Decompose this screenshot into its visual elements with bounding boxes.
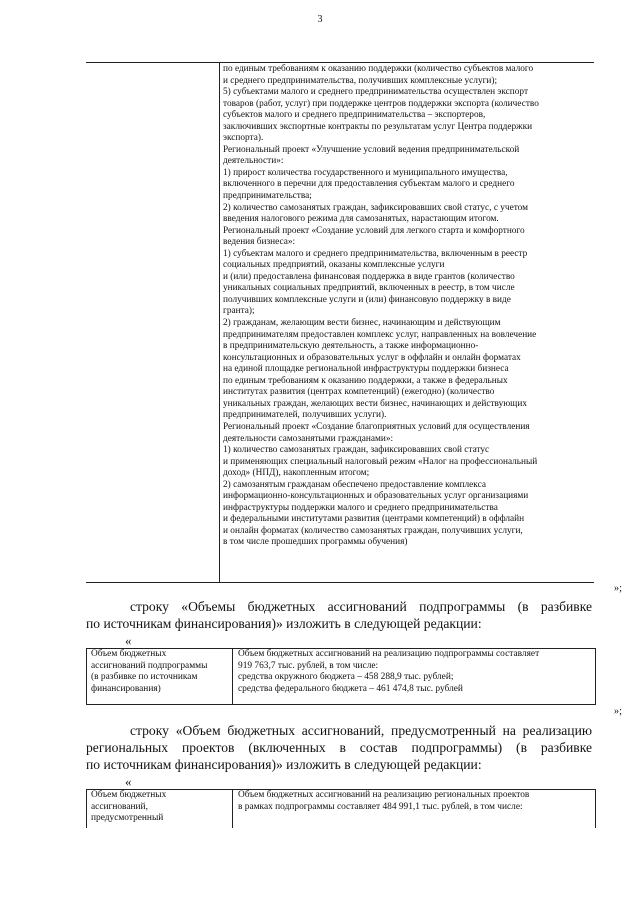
text-line: на единой площадке региональной инфраструктуры поддержки бизнеса: [223, 364, 509, 375]
text-line: консультационных и образовательных услуг в оффлайн и онлайн форматах: [223, 352, 521, 363]
text-line: предпринимателям предоставлен комплекс услуг, направленных на вовлечение: [223, 329, 537, 340]
text-line: финансирования): [91, 684, 161, 695]
text-line: Региональный проект «Создание благоприятных условий для осуществления: [223, 421, 530, 432]
text-line: в предпринимательскую деятельность, а также информационно-: [223, 341, 479, 352]
text-line: информационно-консультационных и образовательных услуг организациями: [223, 491, 529, 502]
text-line: получивших комплексные услуги и (или) финансовую поддержку в виде: [223, 294, 511, 305]
table-label-cell: [87, 649, 233, 704]
text-line: доход» (НПД), накопленным итогом;: [223, 468, 370, 479]
indicators-table-fragment: [86, 62, 594, 583]
table-label-cell: [87, 790, 233, 828]
paragraph-line: региональных проектов (включенных в состав подпрограммы) (в разбивке: [86, 740, 592, 755]
table-value-cell: [234, 649, 595, 696]
text-line: (в разбивке по источникам: [91, 672, 198, 683]
text-line: уникальных граждан, желающих вести бизнес, начинающих и действующих: [223, 398, 527, 409]
text-line: товаров (работ, услуг) при поддержке центров поддержки экспорта (количество: [223, 98, 539, 109]
text-line: Объем бюджетных ассигнований на реализацию подпрограммы составляет: [238, 649, 540, 659]
text-line: 1) субъектам малого и среднего предпринимательства, включенным в реестр: [223, 248, 528, 259]
table-value-cell: [234, 790, 595, 813]
paragraph-line: по источникам финансирования)» изложить в следующей редакции:: [86, 616, 482, 631]
text-line: средства федерального бюджета – 461 474,8 тыс. рублей: [238, 684, 463, 695]
text-line: введения налогового режима для самозанятых, нарастающим итогом.: [223, 214, 499, 225]
page-number: 3: [317, 14, 323, 25]
text-line: субъектов малого и среднего предпринимательства – экспортеров,: [223, 110, 486, 121]
closing-quote: »;: [613, 583, 622, 594]
text-line: Объем бюджетных ассигнований на реализацию региональных проектов: [238, 790, 530, 800]
text-line: Объем бюджетных: [91, 790, 167, 800]
text-line: Региональный проект «Создание условий для легкого старта и комфортного: [223, 225, 525, 236]
indicators-cell: [223, 64, 591, 549]
paragraph-line: строку «Объемы бюджетных ассигнований подпрограммы (в разбивке: [130, 599, 592, 614]
amendment-paragraph-1: [86, 598, 592, 632]
text-line: предпринимателей, получивших услуги).: [223, 410, 387, 421]
text-line: инфраструктуры поддержки малого и среднего предпринимательства: [223, 502, 498, 513]
text-line: заключивших экспортные контракты по результатам услуг Центра поддержки: [223, 121, 533, 132]
text-line: и применяющих специальный налоговый режим «Налог на профессиональный: [223, 456, 538, 467]
opening-quote: «: [125, 774, 132, 789]
opening-quote: «: [125, 633, 132, 648]
text-line: предусмотренный: [91, 813, 164, 824]
paragraph-line: по источникам финансирования)» изложить в следующей редакции:: [86, 757, 482, 772]
text-line: деятельности»:: [223, 156, 284, 167]
text-line: в рамках подпрограммы составляет 484 991,1 тыс. рублей, в том числе:: [238, 801, 523, 812]
text-line: 2) количество самозанятых граждан, зафиксировавших свой статус, с учетом: [223, 202, 529, 213]
text-line: по единым требованиям к оказанию поддержки (количество субъектов малого: [223, 64, 534, 74]
text-line: и федеральными институтами развития (центрами компетенций) в оффлайн: [223, 514, 525, 525]
text-line: и среднего предпринимательства, получивших комплексные услуги);: [223, 75, 498, 86]
paragraph-line: строку «Объем бюджетных ассигнований, предусмотренный на реализацию: [130, 723, 592, 738]
table-column-divider: [219, 63, 220, 582]
text-line: 1) количество самозанятых граждан, зафиксировавших свой статус: [223, 445, 490, 456]
text-line: уникальных социальных предприятий, включенных в реестр, в том числе: [223, 283, 515, 294]
text-line: Объем бюджетных: [91, 649, 167, 659]
text-line: гранта);: [223, 306, 255, 317]
amendment-paragraph-2: [86, 722, 592, 773]
text-line: 2) самозанятым гражданам обеспечено предоставление комплекса: [223, 479, 486, 490]
text-line: в том числе прошедших программы обучения): [223, 537, 408, 548]
text-line: и (или) предоставлена финансовая поддержка в виде грантов (количество: [223, 271, 515, 282]
text-line: предпринимательства;: [223, 191, 312, 202]
text-line: экспорта).: [223, 133, 264, 144]
text-line: 1) прирост количества государственного и муниципального имущества,: [223, 167, 508, 178]
closing-quote: »;: [613, 706, 622, 717]
text-line: включенного в перечни для предоставления субъектам малого и среднего: [223, 179, 515, 190]
text-line: по единым требованиям к оказанию поддержки, а также в федеральных: [223, 375, 508, 386]
text-line: средства окружного бюджета – 458 288,9 тыс. рублей;: [238, 672, 454, 683]
text-line: Региональный проект «Улучшение условий ведения предпринимательской: [223, 144, 520, 155]
text-line: ассигнований,: [91, 801, 148, 812]
text-line: ассигнований подпрограммы: [91, 660, 208, 671]
regional-projects-table: [86, 789, 596, 828]
text-line: деятельности самозанятыми гражданами»:: [223, 433, 394, 444]
text-line: ведения бизнеса»:: [223, 237, 296, 248]
text-line: и онлайн форматах (количество самозанятых граждан, получивших услуги,: [223, 525, 523, 536]
text-line: 919 763,7 тыс. рублей, в том числе:: [238, 660, 379, 671]
text-line: институтах развития (центрах компетенций) (ежегодно) (количество: [223, 387, 495, 398]
text-line: социальных предприятий, оказаны комплексные услуги: [223, 260, 445, 271]
text-line: 5) субъектами малого и среднего предпринимательства осуществлен экспорт: [223, 87, 529, 98]
text-line: 2) гражданам, желающим вести бизнес, начинающим и действующим: [223, 318, 501, 329]
budget-table: [86, 648, 596, 705]
